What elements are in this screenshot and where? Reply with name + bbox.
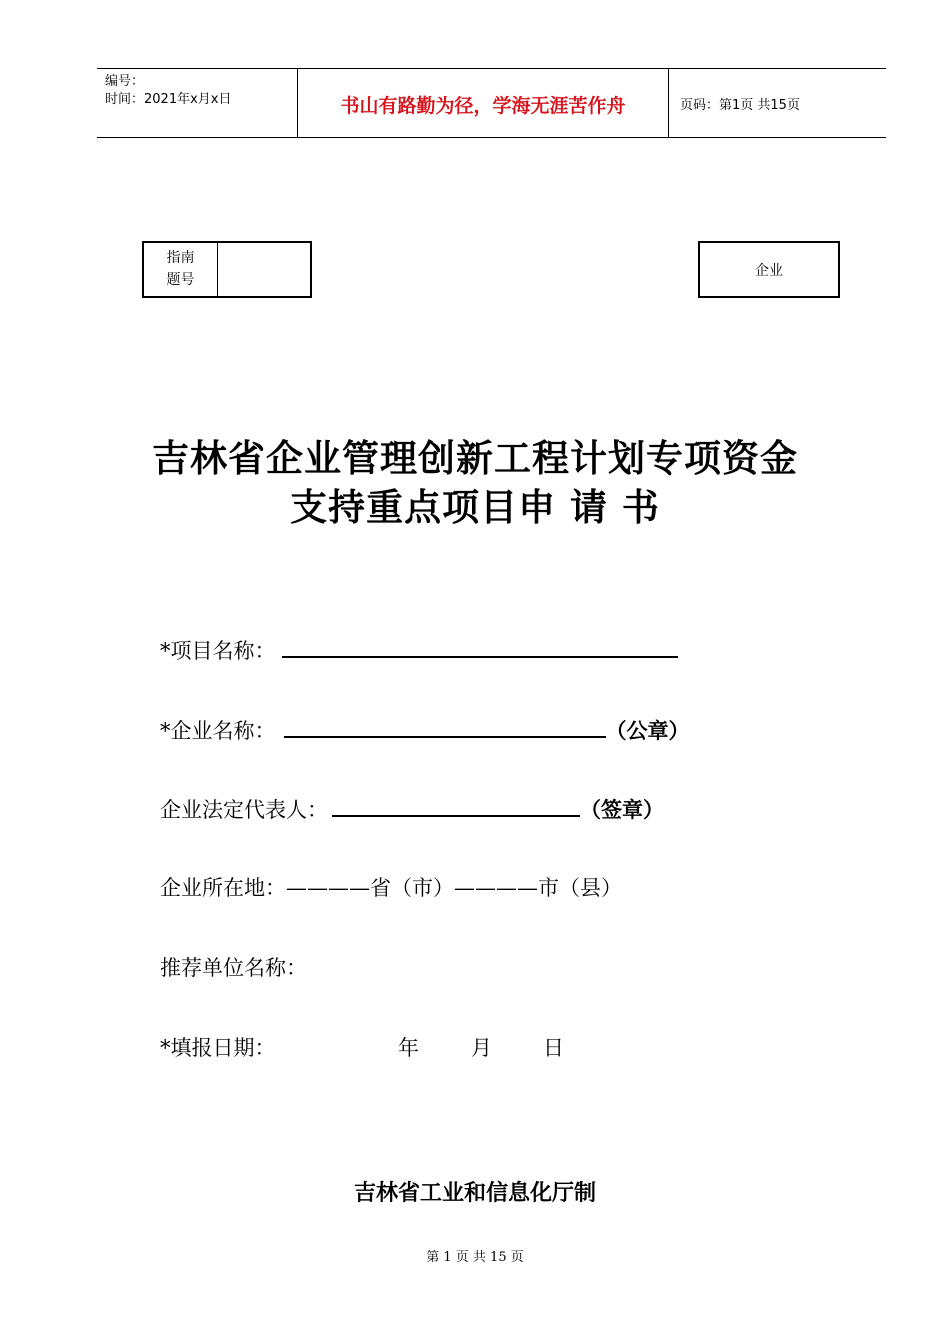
page-footer: 第 1 页 共 15 页 bbox=[426, 1250, 524, 1265]
header-page-info: 页码：第1页 共15页 bbox=[680, 98, 800, 113]
document-title-line-2: 支持重点项目申 请 书 bbox=[290, 486, 660, 529]
page-header bbox=[97, 68, 886, 138]
legal-representative-blank[interactable] bbox=[332, 793, 580, 817]
recommender-name-field: 推荐单位名称： bbox=[160, 956, 307, 980]
sign-note: （签章） bbox=[580, 797, 664, 822]
header-divider bbox=[668, 69, 669, 137]
seal-note: （公章） bbox=[605, 718, 690, 743]
project-name-label: *项目名称： bbox=[160, 639, 276, 663]
guide-number-box bbox=[142, 241, 312, 298]
enterprise-category-box bbox=[698, 241, 840, 298]
serial-number-label: 编号： bbox=[105, 74, 145, 89]
time-label: 时间：2021年x月x日 bbox=[105, 92, 232, 107]
legal-representative-field bbox=[160, 793, 664, 825]
month-label: 月 bbox=[471, 1036, 492, 1060]
fill-date-label: *填报日期： bbox=[160, 1036, 276, 1060]
enterprise-name-field bbox=[160, 714, 690, 746]
enterprise-location-field: 企业所在地：————省（市）————市（县） bbox=[160, 876, 622, 900]
legal-representative-label: 企业法定代表人： bbox=[160, 798, 328, 822]
year-label: 年 bbox=[398, 1036, 419, 1060]
issuing-organization: 吉林省工业和信息化厅制 bbox=[353, 1181, 596, 1206]
enterprise-name-label: *企业名称： bbox=[160, 719, 276, 743]
project-name-blank[interactable] bbox=[282, 634, 678, 658]
enterprise-category-label: 企业 bbox=[755, 263, 783, 279]
header-motto: 书山有路勤为径，学海无涯苦作舟 bbox=[340, 95, 626, 117]
header-meta bbox=[105, 73, 297, 109]
document-title-line-1: 吉林省企业管理创新工程计划专项资金 bbox=[152, 437, 798, 480]
project-name-field bbox=[160, 634, 678, 666]
guide-number-label: 指南 题号 bbox=[144, 243, 218, 296]
fill-date-field bbox=[160, 1033, 564, 1063]
enterprise-name-blank[interactable] bbox=[284, 714, 606, 738]
day-label: 日 bbox=[543, 1036, 564, 1060]
